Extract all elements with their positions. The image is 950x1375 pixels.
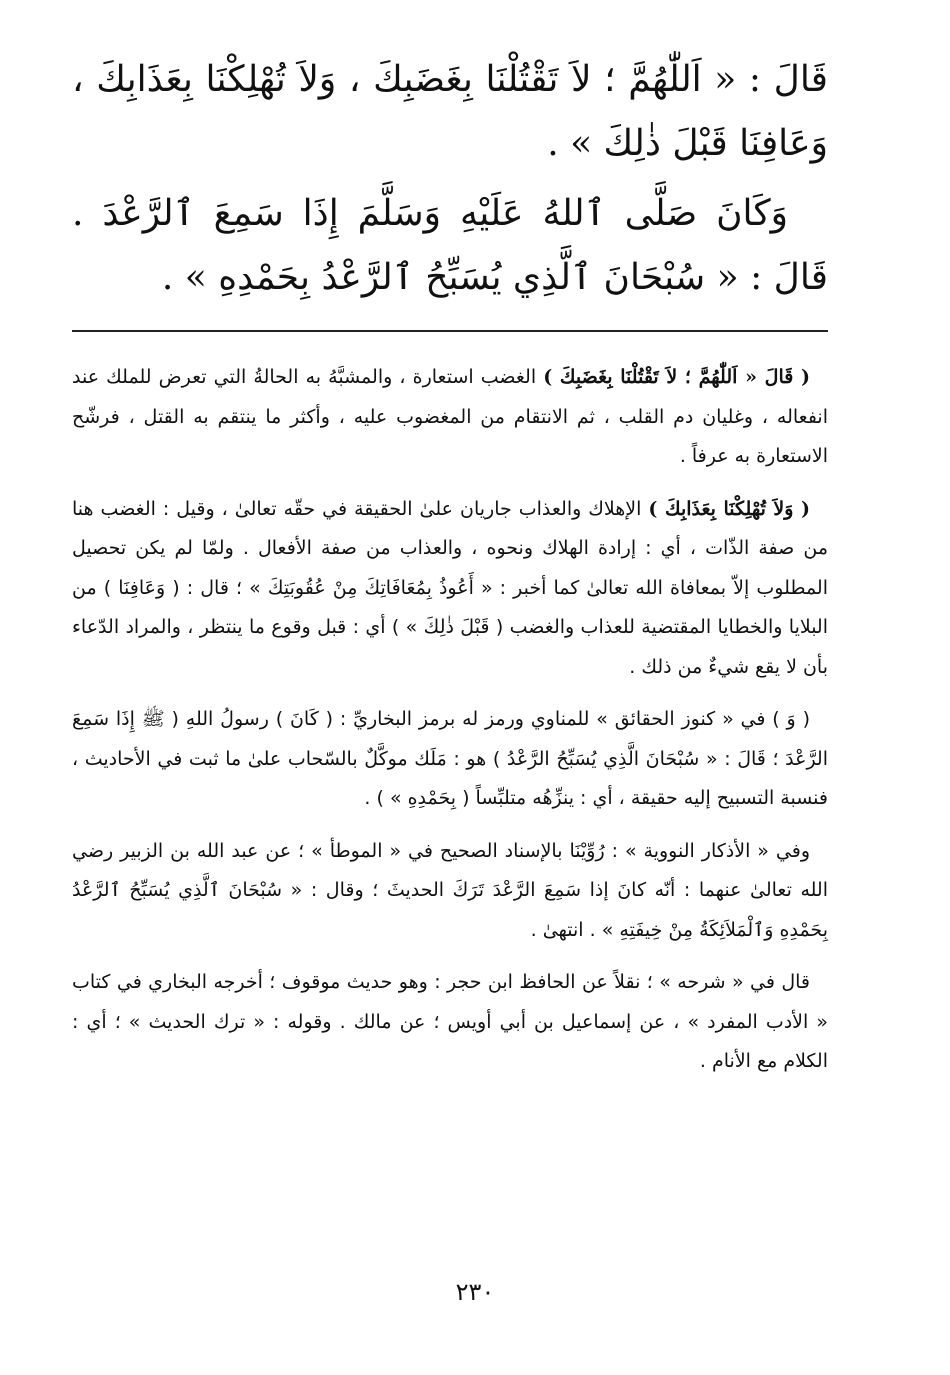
hadith-paragraph-1: قَالَ : « اَللّٰهُمَّ ؛ لاَ تَقْتُلْنَا بِغَضَبِكَ ، وَلاَ تُهْلِكْنَا بِعَذَابِكَ ، وَعَافِنَا قَبْلَ ذٰلِكَ » . (72, 59, 828, 164)
hadith-text (72, 48, 828, 310)
commentary-2-quote: ( وَلاَ تُهْلِكْنَا بِعَذَابِكَ ) (648, 497, 810, 520)
commentary-2-text: الإهلاك والعذاب جاريان علىٰ الحقيقة في حقّه تعالىٰ ، وقيل : الغضب هنا من صفة الذّات ، أي : إرادة الهلاك ونحوه ، والعذاب من صفة الأفعال . ولمّا لم يكن تحصيل المطلوب إلاّ بمعافاة الله تعالىٰ كما أخبر : « أَعُوذُ بِمُعَافَاتِكَ مِنْ عُقُوبَتِكَ » ؛ قال : ( وَعَافِنَا ) من البلايا والخطايا المقتضية للعذاب والغضب ( قَبْلَ ذٰلِكَ » ) أي : قبل وقوع ما ينتظر ، والمراد الدّعاء بأن لا يقع شيءٌ من ذلك . (72, 497, 828, 678)
commentary-paragraph-5: قال في « شرحه » ؛ نقلاً عن الحافظ ابن حجر : وهو حديث موقوف ؛ أخرجه البخاري في كتاب « الأدب المفرد » ، عن إسماعيل بن أبي أويس ؛ عن مالك . وقوله : « ترك الحديث » ؛ أي : الكلام مع الأنام . (72, 971, 828, 1072)
commentary-paragraph-4: وفي « الأذكار النووية » : رُوِّيْنَا بالإسناد الصحيح في « الموطأ » ؛ عن عبد الله بن الزبير رضي الله تعالىٰ عنهما : أنّه كانَ إذا سَمِعَ الرَّعْدَ تَرَكَ الحديثَ ؛ وقال : « سُبْحَانَ ٱلَّذِي يُسَبِّحُ ٱلرَّعْدُ بِحَمْدِهِ وَٱلْمَلاَئِكَةُ مِنْ خِيفَتِهِ » . انتهىٰ . (72, 839, 828, 941)
page-number: ٢٣٠ (455, 1278, 495, 1306)
commentary-1-quote: ( قَالَ « اَللّٰهُمَّ ؛ لاَ تَقْتُلْنَا بِغَضَبِكَ ) (543, 366, 810, 388)
footnote-divider (72, 330, 828, 332)
commentary-paragraph-3: ( وَ ) في « كنوز الحقائق » للمناوي ورمز له برمز البخاريِّ : ( كَانَ ) رسولُ اللهِ ( ﷺ إِذَا سَمِعَ الرَّعْدَ ؛ قَالَ : « سُبْحَانَ الَّذِي يُسَبِّحُ الرَّعْدُ ) هو : مَلَك موكَّلٌ بالسّحاب علىٰ ما ثبت في الأحاديث ، فنسبة التسبيح إليه حقيقة ، أي : ينزِّهُه متلبِّساً ( بِحَمْدِهِ » ) . (72, 708, 828, 809)
commentary-1-text: الغضب استعارة ، والمشبَّهُ به الحالةُ التي تعرض للملك عند انفعاله ، وغليان دم القلب ، ثم الانتقام من المغضوب عليه ، وأكثر ما ينتقم به القتل ، فرشّح الاستعارة به عرفاً . (72, 366, 828, 467)
commentary-paragraph-2 (72, 490, 828, 688)
main-text-block (72, 48, 828, 316)
commentary-paragraph-1 (72, 358, 828, 477)
hadith-paragraph-2: وَكَانَ صَلَّى ٱللهُ عَلَيْهِ وَسَلَّمَ إِذَا سَمِعَ ٱلرَّعْدَ . قَالَ : « سُبْحَانَ ٱلَّذِي يُسَبِّحُ ٱلرَّعْدُ بِحَمْدِهِ » . (72, 193, 828, 298)
commentary-block (72, 358, 828, 1095)
